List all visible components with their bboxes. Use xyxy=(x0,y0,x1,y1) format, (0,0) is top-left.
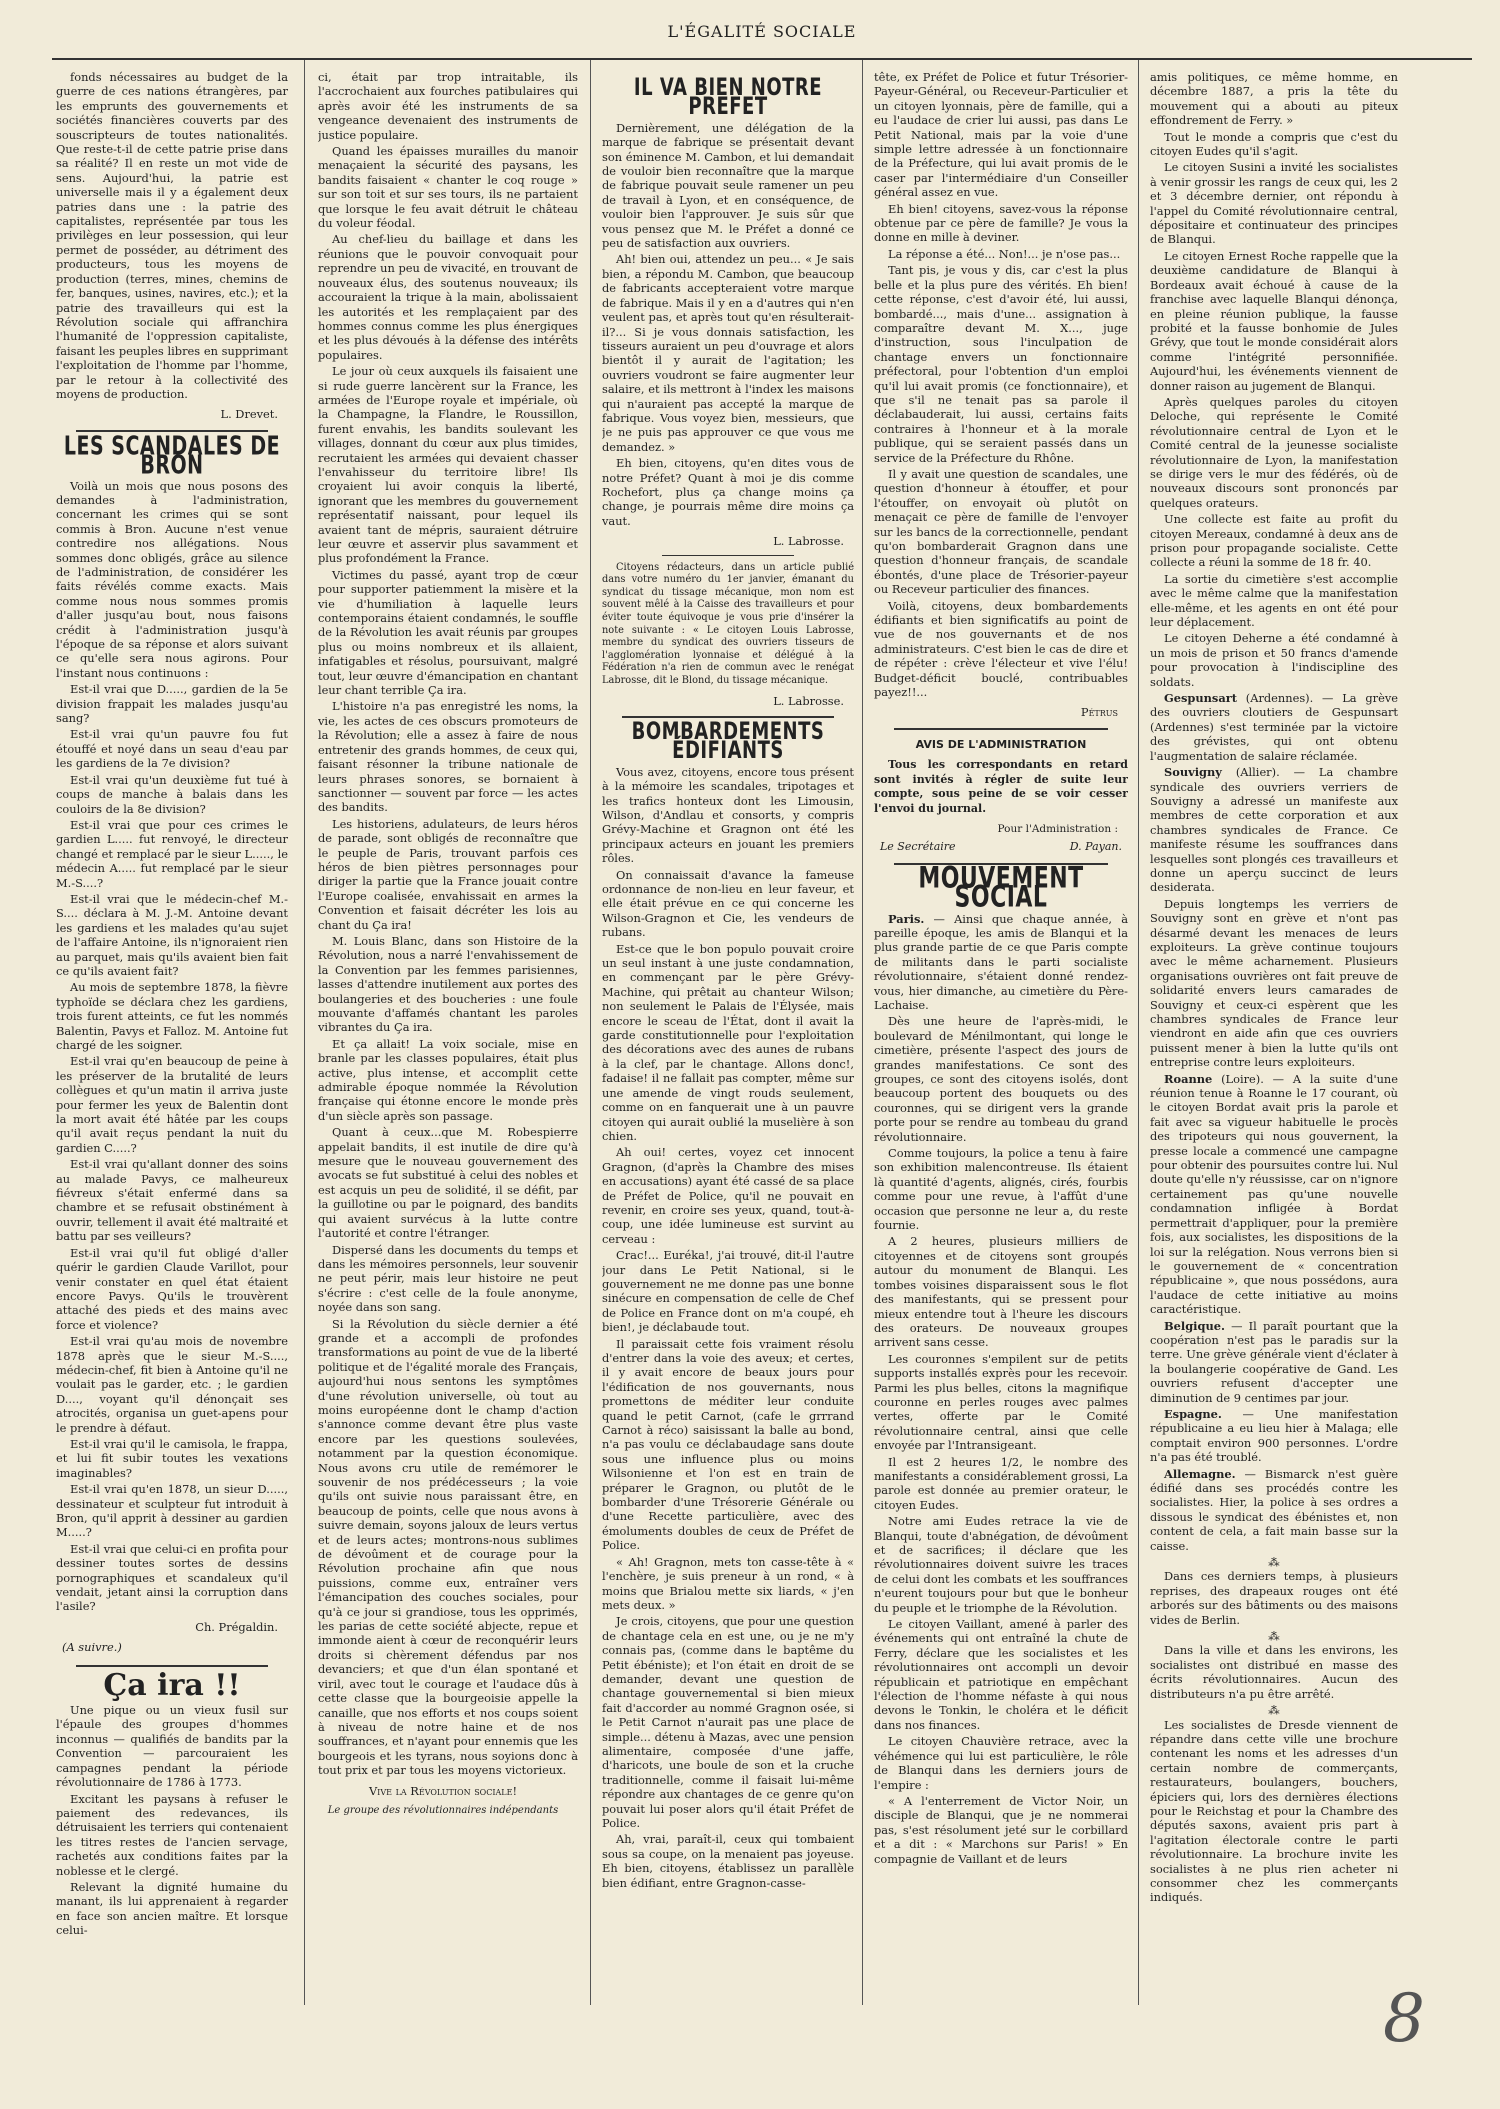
paragraph: Dès une heure de l'après-midi, le boulevard de Ménilmontant, qui longe le cimetière, présente l'aspect des jours de grandes manifestations. Ce sont des groupes, ce sont des citoyens isolés, dont beaucoup portent des bouquets ou des couronnes, qui se dirigent vers la grande porte pour se rendre au tombeau du grand révolutionnaire. xyxy=(874,1014,1128,1144)
paragraph: Le citoyen Ernest Roche rappelle que la deuxième candidature de Blanqui à Bordeaux avait échoué à cause de la franchise avec laquelle Blanqui dénonça, en pleine réunion publique, la fausse probité et la fausse bonhomie de Jules Grévy, que tout le monde considérait alors comme l'intégrité personnifiée. Aujourd'hui, les événements viennent de donner raison au jugement de Blanqui. xyxy=(1150,248,1398,393)
asterism-divider: ⁂ xyxy=(1268,1703,1280,1718)
paragraph: M. Louis Blanc, dans son Histoire de la Révolution, nous a narré l'envahissement de la Convention par les femmes parisiennes, lasses d'attendre inutilement aux portes des boulangeries et des boucheries : une foule mouvante d'affamés chantant les paroles vibrantes du Ça ira. xyxy=(318,933,578,1035)
column-3 xyxy=(602,70,854,2020)
paragraph: Quant à ceux...que M. Robespierre appelait bandits, il est inutile de dire qu'à mesure que le nouveau gouvernement des avocats se fut substitué à celui des nobles et est acquis un peu de solidité, il se défit, par la guillotine ou par le poignard, des bandits qui avaient survécus à la lutte contre l'autorité et contre l'étranger. xyxy=(318,1125,578,1241)
paragraph: Le citoyen Susini a invité les socialistes à venir grossir les rangs de ceux qui, les 2 et 3 décembre dernier, ont répondu à l'appel du Comité révolutionnaire central, dépositaire et continuateur des principes de Blanqui. xyxy=(1150,160,1398,247)
paragraph: Tout le monde a compris que c'est du citoyen Eudes qu'il s'agit. xyxy=(1150,129,1398,159)
paragraph: Est-il vrai qu'allant donner des soins au malade Pavys, ce malheureux fiévreux s'était enfermé dans sa chambre et se refusait obstinément à ouvrir, tellement il avait été maltraité et battu par ses veilleurs? xyxy=(56,1157,288,1244)
paragraph: Eh bien, citoyens, qu'en dites vous de notre Préfet? Quant à moi je dis comme Rochefort, plus ça change moins ça change, je pourrais même dire moins ça vaut. xyxy=(602,456,854,528)
paragraph: « A l'enterrement de Victor Noir, un disciple de Blanqui, que je ne nommerai pas, s'est résolument jeté sur le corbillard et a dit : « Marchons sur Paris! » En compagnie de Vaillant et de leurs xyxy=(874,1793,1128,1866)
paragraph: Le citoyen Deherne a été condamné à un mois de prison et 50 francs d'amende pour provocation à l'indiscipline des soldats. xyxy=(1150,631,1398,689)
paragraph: Est-il vrai qu'il fut obligé d'aller quérir le gardien Claude Varillot, pour venir constater en quel état étaient encore Pavys. Qu'ils le trouvèrent attaché des pieds et des mains avec force et violence? xyxy=(56,1245,288,1332)
section-divider xyxy=(662,555,794,556)
location-lead: Belgique. xyxy=(1164,1318,1225,1333)
column-divider xyxy=(590,60,591,2005)
section-divider xyxy=(76,1665,268,1667)
paragraph: Est-il vrai que le médecin-chef M.-S.... déclara à M. J.-M. Antoine devant les gardiens et les malades qu'au sujet de l'affaire Antoine, ils n'ignoraient rien au parquet, mais qu'ils avaient bien fait ce qu'ils avaient fait? xyxy=(56,891,288,978)
paragraph: L'histoire n'a pas enregistré les noms, la vie, les actes de ces obscurs promoteurs de la Révolution; elle a assez à faire de nous entretenir des grands hommes, de ceux qui, faisant résonner la tribune nationale de leurs phrases sonores, se bornaient à sanctionner — souvent par force — les actes des bandits. xyxy=(318,699,578,815)
notice-secretary: Le Secrétaire xyxy=(880,840,956,854)
signature: L. Drevet. xyxy=(220,407,278,422)
section-divider xyxy=(894,728,1108,730)
column-4 xyxy=(874,70,1128,2020)
paragraph: Est-il vrai qu'un deuxième fut tué à coups de manche à balais dans les couloirs de la 8e division? xyxy=(56,772,288,816)
paragraph: ci, était par trop intraitable, ils l'accrochaient aux fourches patibulaires qui après avoir été les instruments de sa vengeance devenaient des instruments de justice populaire. xyxy=(318,70,578,142)
paragraph-text: (Allier). — La chambre syndicale des ouvriers verriers de Souvigny a adressé un manifeste aux membres de cette corporation et aux chambres syndicales de France. Ce manifeste résume les souffrances dans lesquelles sont plongés ces travailleurs et donne un aperçu succinct de leurs desiderata. xyxy=(1150,765,1398,895)
paragraph: Depuis longtemps les verriers de Souvigny sont en grève et n'ont pas désarmé devant les menaces de leurs exploiteurs. La grève continue toujours avec le même acharnement. Plusieurs organisations ouvrières ont fait preuve de solidarité envers leurs camarades de Souvigny et ceux-ci espèrent que les chambres syndicales de France leur viendront en aide afin que ces ouvriers puissent mener à bien la lutte qu'ils ont entreprise contre leurs exploiteurs. xyxy=(1150,896,1398,1070)
paragraph-text: (Loire). — A la suite d'une réunion tenue à Roanne le 17 courant, où le citoyen Bordat avait pris la parole et fait avec sa vigueur habituelle le procès des tripoteurs qui nous gouvernent, la presse locale a commencé une campagne pour obtenir des poursuites contre lui. Nul doute qu'elle n'y réussisse, car on n'ignore certainement pas qu'une nouvelle condamnation infligée à Bordat permettrait d'appliquer, pour la première fois, aux socialistes, les dispositions de la loi sur la relégation. Nous verrons bien si le gouvernement de « concentration républicaine », que nous possédons, aura l'audace de cette initiative au moins caractéristique. xyxy=(1150,1071,1398,1317)
paragraph xyxy=(1150,1467,1398,1553)
paragraph: Dans la ville et dans les environs, les socialistes ont distribué en masse des écrits révolutionnaires. Aucun des distributeurs n'a pu être arrêté. xyxy=(1150,1643,1398,1701)
paragraph: Je crois, citoyens, que pour une question de chantage cela en est une, ou je ne m'y connais pas, (comme dans le baptême du Petit ébéniste); et l'on était en droit de se demander, devant une question de chantage gouvernemental si bien mieux fait d'accorder au nommé Gragnon osée, si le Petit Carnot n'aurait pas une place de simple... détenu à Mazas, avec une pension alimentaire, composée d'une jaffe, d'haricots, une boule de son et la cruche traditionnelle, comme il faisait lui-même répondre aux chantages de ce genre qu'on pouvait lui poser alors qu'il était Préfet de Police. xyxy=(602,1614,854,1830)
paragraph: Est-il vrai qu'en 1878, un sieur D....., dessinateur et sculpteur fut introduit à Bron, qu'il apprit à dessiner au gardien M.....? xyxy=(56,1482,288,1540)
paragraph: Victimes du passé, ayant trop de cœur pour supporter patiemment la misère et la vie d'humiliation à laquelle leurs contemporains étaient condamnés, le souffle de la Révolution les avait réunis par groupes plus ou moins nombreux et ils allaient, infatigables et résolus, poursuivant, malgré tout, leur œuvre d'émancipation en chantant leur chant terrible Ça ira. xyxy=(318,567,578,698)
article-title: LES SCANDALES DE BRON xyxy=(63,431,281,481)
paragraph-text: — Ainsi que chaque année, à pareille époque, les amis de Blanqui et la plus grande partie de ce que Paris compte de militants dans le parti socialiste révolutionnaire, s'étaient donné rendez-vous, hier dimanche, au cimetière du Père-Lachaise. xyxy=(874,911,1128,1012)
paragraph: Comme toujours, la police a tenu à faire son exhibition malencontreuse. Ils étaient là quantité d'agents, alignés, cirés, fourbis comme pour une revue, à l'affût d'une occasion que personne ne leur a, du reste fournie. xyxy=(874,1146,1128,1233)
paragraph xyxy=(874,912,1128,1013)
paragraph: Voilà un mois que nous posons des demandes à l'administration, concernant les crimes qui se sont commis à Bron. Aucune n'est venue contredire nos allégations. Nous sommes donc obligés, grâce au silence de l'administration, de considérer les faits révélés comme exacts. Mais comme nous nous sommes promis d'aller jusqu'au bout, nous faisons crédit à l'administration jusqu'à l'époque de sa réponse et alors suivant ce qu'elle sera nous agirons. Pour l'instant nous continuons : xyxy=(56,478,288,680)
article-title: Ça ira !! xyxy=(103,1667,241,1703)
column-divider xyxy=(862,60,863,2005)
page-number-stamp: 8 xyxy=(1383,1980,1425,2057)
newspaper-header: L'ÉGALITÉ SOCIALE xyxy=(667,22,857,41)
article-title: IL VA BIEN NOTRE PRÉFET xyxy=(633,73,823,122)
paragraph-text: — Une manifestation républicaine a eu lieu hier à Malaga; elle comptait environ 900 personnes. L'ordre n'a pas été troublé. xyxy=(1150,1406,1398,1465)
paragraph: La sortie du cimetière s'est accomplie avec le même calme que la manifestation elle-même, et les agents en ont été pour leur déplacement. xyxy=(1150,571,1398,630)
paragraph: Est-il vrai que pour ces crimes le gardien L..... fut renvoyé, le directeur changé et remplacé par le sieur L....., le médecin A..... fut remplacé par le sieur M.-S....? xyxy=(56,817,288,890)
paragraph: A 2 heures, plusieurs milliers de citoyennes et de citoyens sont groupés autour du monument de Blanqui. Les tombes voisines disparaissent sous le flot des manifestants, qui se pressent pour mieux entendre tout à l'heure les discours des orateurs. De nouveaux groupes arrivent sans cesse. xyxy=(874,1234,1128,1350)
column-5 xyxy=(1150,70,1398,2020)
paragraph: Ah! bien oui, attendez un peu... « Je sais bien, a répondu M. Cambon, que beaucoup de fabricants accepteraient votre marque de fabrique. Mais il y en a d'autres qui n'en veulent pas, et après tout qu'en résulterait-il?... Si je vous donnais satisfaction, les tisseurs auraient un peu d'ouvrage et alors bientôt il y aurait de l'agitation; les ouvriers voudront se faire augmenter leur salaire, et ils mettront à l'index les maisons qui n'auraient pas accepté la marque de fabrique. Vous voyez bien, messieurs, que je ne puis pas approuver ce que vous me demandez. » xyxy=(602,252,854,454)
paragraph: Ah, vrai, paraît-il, ceux qui tombaient sous sa coupe, on la menaient pas joyeuse. Eh bien, citoyens, établissez un parallèle bien édifiant, entre Gragnon-casse- xyxy=(602,1832,854,1890)
paragraph-text: — Bismarck n'est guère édifié dans ses procédés contre les socialistes. Hier, la police à ses ordres a dissous le syndicat des ébénistes et, non content de cela, a fait main basse sur la caisse. xyxy=(1150,1466,1398,1553)
paragraph xyxy=(1150,765,1398,895)
article-title: MOUVEMENT SOCIAL xyxy=(918,861,1084,915)
paragraph: Est-il vrai qu'en beaucoup de peine à les préserver de la brutalité de leurs collègues et qu'un matin il arriva juste pour fermer les yeux de Balentin dont la mort avait été hâtée par les coups qu'il avait reçus pendant la nuit du gardien C.....? xyxy=(56,1054,288,1155)
paragraph: Est-il vrai qu'un pauvre fou fut étouffé et noyé dans un seau d'eau par les gardiens de la 7e division? xyxy=(56,727,288,771)
paragraph xyxy=(1150,1319,1398,1405)
paragraph: Est-il vrai que D....., gardien de la 5e division frappait les malades jusqu'au sang? xyxy=(56,682,288,726)
paragraph: Ah oui! certes, voyez cet innocent Gragnon, (d'après la Chambre des mises en accusations) ayant été cassé de sa place de Préfet de Police, qu'il ne pouvait en revenir, en croire ses yeux, quand, tout-à-coup, une idée lumineuse est survint au cerveau : xyxy=(602,1145,854,1246)
signature: Vive la Révolution sociale! xyxy=(368,1783,518,1798)
paragraph-text: — Il paraît pourtant que la coopération n'est pas le paradis sur la terre. Une grève générale vient d'éclater à la boulangerie coopérative de Gand. Les ouvriers refusent d'accepter une diminution de 9 centimes par jour. xyxy=(1150,1318,1398,1405)
signature: Ch. Prégaldin. xyxy=(195,1619,278,1634)
paragraph: Quand les épaisses murailles du manoir menaçaient la sécurité des paysans, les bandits faisaient « chanter le coq rouge » sur son toit et sur ses tours, ils ne partaient que lorsque le feu avait détruit le château du voleur féodal. xyxy=(318,144,578,231)
column-2 xyxy=(318,70,578,2020)
paragraph: Il paraissait cette fois vraiment résolu d'entrer dans la voie des aveux; et certes, il y avait encore de beaux jours pour l'édification de nos gouvernants, nous promettons de méditer leur conduite quand le petit Carnot, (cafe le grrrand Carnot à réco) saisissant la balle au bond, n'a pas voulu ce déclabaudage sans doute sous une influence plus ou moins Wilsonienne et l'on est en train de préparer le Gragnon, ou plutôt de le bombarder d'une Trésorerie Générale ou d'une Recette particulière, avec des émoluments doubles de ceux de Préfet de Police. xyxy=(602,1336,854,1553)
paragraph xyxy=(1150,691,1398,763)
paragraph: amis politiques, ce même homme, en décembre 1887, a pris la tête du mouvement qui a abouti au piteux effondrement de Ferry. » xyxy=(1150,70,1398,128)
paragraph: Le citoyen Vaillant, amené à parler des événements qui ont entraîné la chute de Ferry, déclare que les socialistes et les révolutionnaires ont accompli un devoir républicain et patriotique en empêchant l'élection de l'homme néfaste à qui nous devons le Tonkin, le choléra et le déficit dans nos finances. xyxy=(874,1617,1128,1732)
paragraph: Est-il vrai qu'il le camisola, le frappa, et lui fit subir toutes les vexations imaginables? xyxy=(56,1436,288,1480)
paragraph: Relevant la dignité humaine du manant, ils lui apprenaient à regarder en face son ancien maître. Et lorsque celui- xyxy=(56,1879,288,1938)
paragraph: Le citoyen Chauvière retrace, avec la véhémence qui lui est particulière, le rôle de Blanqui dans les derniers jours de l'empire : xyxy=(874,1734,1128,1792)
paragraph: Est-ce que le bon populo pouvait croire un seul instant à une juste condamnation, en commençant par le père Grévy-Machine, qui prêtait au chanteur Wilson; non seulement le Palais de l'Élysée, mais encore le sceau de l'État, dont il avait la garde constitutionnelle pour l'exploitation des décorations avec des aunes de rubans à la clef, par le chantage. Allons donc!, fadaise! il ne fallait pas compter, même sur une amende de vingt rouds seulement, comme on en fanquerait une à un pauvre citoyen qui aurait oublié la muselière à son chien. xyxy=(602,941,854,1143)
header-rule xyxy=(52,58,1472,60)
notice-title: AVIS DE L'ADMINISTRATION xyxy=(915,737,1087,751)
paragraph: « Ah! Gragnon, mets ton casse-tête à « l'enchère, je suis preneur à un rond, « à moins que Brialou mette six liards, « j'en mets deux. » xyxy=(602,1554,854,1612)
paragraph: tête, ex Préfet de Police et futur Trésorier-Payeur-Général, ou Receveur-Particulier et un citoyen lyonnais, père de famille, qui a eu l'audace de crier lui aussi, pas dans Le Petit National, mais par la voie d'une simple lettre adressée à un fonctionnaire de la Préfecture, qui lui avait promis de le caser par l'intermédiaire d'un Conseiller général assez en vue. xyxy=(874,70,1128,200)
paragraph: Dans ces derniers temps, à plusieurs reprises, des drapeaux rouges ont été arborés sur des bâtiments ou des maisons vides de Berlin. xyxy=(1150,1569,1398,1627)
signature: L. Labrosse. xyxy=(773,693,844,708)
paragraph: Si la Révolution du siècle dernier a été grande et a accompli de profondes transformations au point de vue de la liberté politique et de l'égalité morale des Français, aujourd'hui nous sentons les symptômes d'une révolution universelle, où tout au moins européenne dont le champ d'action s'annonce comme devant être plus vaste encore par les questions soulevées, notamment par la question économique. Nous avons cru utile de remémorer le souvenir de nos prédécesseurs ; la voie qu'ils ont suivie nous paraissant être, en beaucoup de points, celle que nous avons à suivre demain, soyons jaloux de leurs vertus et de leurs actes; montrons-nous sublimes de dévoûment et de courage pour la Révolution prochaine afin que nous puissions, comme eux, entraîner vers l'émancipation des couches sociales, pour qu'à ce jour si grandiose, tous les opprimés, les parias de cette société abjecte, repue et immonde aient à cœur de reconquérir leurs droits si chèrement défendus par nos devanciers; et que d'un élan spontané et viril, avec tout le courage et l'audace dûs à cette classe que la bourgeoisie appelle la canaille, que nos efforts et nos coups soient à niveau de notre haine et de nos souffrances, et n'ayant pour ennemis que les bourgeois et les tyrans, nous soyions donc à tout prix et par tous les moyens victorieux. xyxy=(318,1316,578,1778)
paragraph: Dernièrement, une délégation de la marque de fabrique se présentait devant son éminence M. Cambon, et lui demandait de vouloir bien reconnaître que la marque de fabrique pouvait seule ramener un peu de travail à Lyon, et en conséquence, de vouloir bien l'approuver. Je suis sûr que vous pensez que M. le Préfet a donné ce peu de satisfaction aux ouvriers. xyxy=(602,120,854,251)
paragraph: Eh bien! citoyens, savez-vous la réponse obtenue par ce père de famille? Je vous la donne en mille à deviner. xyxy=(874,201,1128,245)
paragraph: Une pique ou un vieux fusil sur l'épaule des groupes d'hommes inconnus — qualifiés de bandits par la Convention — parcouraient les campagnes pendant la période révolutionnaire de 1786 à 1773. xyxy=(56,1703,288,1790)
correction-note: Citoyens rédacteurs, dans un article publié dans votre numéro du 1er janvier, émanant du syndicat du tissage mécanique, mon nom est souvent mêlé à la Caisse des travailleurs et pour éviter toute équivoque je vous prie d'insérer la note suivante : « Le citoyen Louis Labrosse, membre du syndicat des ouvriers tisseurs de l'agglomération lyonnaise et délégué à la Fédération n'a rien de commun avec le renégat Labrosse, dit le Blond, du tissage mécanique. xyxy=(602,561,854,686)
paragraph xyxy=(1150,1407,1398,1465)
article-title: BOMBARDEMENTS ÉDIFIANTS xyxy=(631,717,825,766)
paragraph: Les socialistes de Dresde viennent de répandre dans cette ville une brochure contenant les noms et les adresses d'un certain nombre de commerçants, restaurateurs, boulangers, bouchers, épiciers qui, lors des dernières élections pour le Reichstag et pour la Chambre des députés saxons, avaient pris part à l'agitation électorale contre le parti révolutionnaire. La brochure invite les socialistes à ne plus rien acheter ni consommer chez les commerçants indiqués. xyxy=(1150,1717,1398,1905)
paragraph: Notre ami Eudes retrace la vie de Blanqui, toute d'abnégation, de dévoûment et de sacrifices; il déclare que les révolutionnaires doivent suivre les traces de celui dont les combats et les souffrances n'eurent toujours pour but que le bonheur du peuple et le triomphe de la Révolution. xyxy=(874,1514,1128,1615)
paragraph: Après quelques paroles du citoyen Deloche, qui représente le Comité révolutionnaire central de Lyon et le Comité central de la jeunesse socialiste révolutionnaire de Lyon, la manifestation se dirige vers le mur des fédérés, où de nouveaux discours sont prononcés par quelques orateurs. xyxy=(1150,394,1398,510)
location-lead: Allemagne. xyxy=(1164,1466,1236,1481)
paragraph: Excitant les paysans à refuser le paiement des redevances, ils détruisaient les terriers qui contenaient les titres restes de l'ancien servage, rachetés aux conditions faites par la noblesse et le clergé. xyxy=(56,1791,288,1878)
signature: Le groupe des révolutionnaires indépendants xyxy=(327,1804,559,1816)
paragraph: Est-il vrai que celui-ci en profita pour dessiner toutes sortes de dessins pornographiques et scandaleux qu'il vendait, jetant ainsi la corruption dans l'asile? xyxy=(56,1541,288,1614)
notice-for: Pour l'Administration : xyxy=(997,822,1118,835)
to-be-continued: (A suivre.) xyxy=(62,1640,122,1655)
paragraph: Tant pis, je vous y dis, car c'est la plus belle et la plus pure des vérités. Eh bien! cette réponse, c'est d'avoir été, lui aussi, bombardé..., mais d'une... assignation à comparaître devant M. X..., juge d'instruction, sous l'inculpation de chantage envers un fonctionnaire préfectoral, pour l'obtention d'un emploi qu'il lui avait promis (ce fonctionnaire), et que s'il ne tenait pas sa parole il déclabauderait, lui aussi, certains faits contraires à l'honneur et à la morale publique, qui se seraient passés dans un service de la Préfecture du Rhône. xyxy=(874,263,1128,465)
paragraph: Il est 2 heures 1/2, le nombre des manifestants a considérablement grossi, La parole est donnée au premier orateur, le citoyen Eudes. xyxy=(874,1454,1128,1512)
paragraph: Les couronnes s'empilent sur de petits supports installés exprès pour les recevoir. Parmi les plus belles, citons la magnifique couronne en perles rouges avec palmes vertes, offerte par le Comité révolutionnaire central, ainsi que celle envoyée par l'Intransigeant. xyxy=(874,1351,1128,1453)
notice-signature xyxy=(880,840,1122,854)
paragraph-text: (Ardennes). — La grève des ouvriers cloutiers de Gespunsart (Ardennes) s'est terminée par la victoire des grévistes, qui ont obtenu l'augmentation de salaire réclamée. xyxy=(1150,691,1398,763)
notice-text: Tous les correspondants en retard sont invités à régler de suite leur compte, sous peine de se voir cesser l'envoi du journal. xyxy=(874,758,1128,815)
paragraph: Et ça allait! La voix sociale, mise en branle par les classes populaires, était plus active, plus intense, et accomplit cette admirable époque nommée la Révolution française qui étonne encore le monde près d'un siècle après son passage. xyxy=(318,1036,578,1123)
asterism-divider: ⁂ xyxy=(1268,1555,1280,1570)
paragraph xyxy=(1150,1072,1398,1317)
paragraph: Vous avez, citoyens, encore tous présent à la mémoire les scandales, tripotages et les trafics honteux dont les Limousin, Wilson, d'Andlau et consorts, y compris Grévy-Machine et Gragnon ont été les principaux acteurs en jouant les premiers rôles. xyxy=(602,764,854,866)
location-lead: Paris. xyxy=(888,911,925,926)
paragraph: fonds nécessaires au budget de la guerre de ces nations étrangères, par les emprunts des gouvernements et sociétés financières couverts par des souscripteurs de toutes nationalités. Que reste-t-il de cette patrie prise dans sa réalité? Il en reste un mot vide de sens. Aujourd'hui, la patrie est universelle mais il y a également deux patries dans une : la patrie des capitalistes, représentée par tous les privilèges en leur possession, qui leur permet de posséder, au détriment des producteurs, tous les moyens de production (terres, mines, chemins de fer, banques, usines, navires, etc.); et la patrie des travailleurs qui est la Révolution sociale qui affranchira l'humanité de l'oppression capitaliste, faisant les peuples libres en supprimant l'exploitation de l'homme par l'homme, par le retour à la collectivité des moyens de production. xyxy=(56,70,288,401)
asterism-divider: ⁂ xyxy=(1268,1629,1280,1644)
signature: Pétrus xyxy=(1080,705,1118,720)
signature: L. Labrosse. xyxy=(773,534,844,549)
paragraph: Les historiens, adulateurs, de leurs héros de parade, sont obligés de reconnaître que le peuple de Paris, trouvant parfois ces héros de bien piètres personnages pour diriger la partie que la France jouait contre l'Europe coalisée, envahissait en armes la Convention et faisait décréter les lois au chant du Ça ira! xyxy=(318,816,578,932)
column-1 xyxy=(56,70,288,2020)
paragraph: Le jour où ceux auxquels ils faisaient une si rude guerre lancèrent sur la France, les armées de l'Europe royale et impériale, où la Champagne, la Flandre, le Roussillon, furent envahis, les bandits soulevant les villages, donnant du cœur aux plus timides, recrutaient les armées qui devaient chasser l'envahisseur du territoire libre! Ils croyaient lui avoir conquis la liberté, ignorant que les membres du gouvernement représentatif naissant, pour lequel ils avaient tant de mépris, sauraient détruire leur œuvre et asservir plus savamment et plus profondément la France. xyxy=(318,364,578,566)
paragraph: On connaissait d'avance la fameuse ordonnance de non-lieu en leur faveur, et elle était prévue en ce qui concerne les Wilson-Gragnon et Cie, les vendeurs de rubans. xyxy=(602,867,854,940)
location-lead: Gespunsart xyxy=(1164,691,1237,706)
paragraph: Voilà, citoyens, deux bombardements édifiants et bien significatifs au point de vue de nos gouvernants et de nos administrateurs. C'est bien le cas de dire et de répéter : crève l'électeur et vive l'élu! Budget-déficit bouclé, contribuables payez!!... xyxy=(874,598,1128,700)
paragraph: Dispersé dans les documents du temps et dans les mémoires personnels, leur souvenir ne peut périr, mais leur histoire ne peut s'écrire : c'est celle de la foule anonyme, noyée dans son sang. xyxy=(318,1242,578,1315)
column-divider xyxy=(304,60,305,2005)
location-lead: Espagne. xyxy=(1164,1406,1222,1421)
paragraph: Au mois de septembre 1878, la fièvre typhoïde se déclara chez les gardiens, trois furent atteints, ce fut les nommés Balentin, Pavys et Falloz. M. Antoine fut chargé de les soigner. xyxy=(56,980,288,1052)
paragraph: Est-il vrai qu'au mois de novembre 1878 après que le sieur M.-S...., médecin-chef, fit bien à Antoine qu'il ne voulait pas le garder, etc. ; le gardien D...., voyant qu'il dénonçait ses atrocités, organisa un guet-apens pour le prendre à défaut. xyxy=(56,1334,288,1435)
paragraph: Une collecte est faite au profit du citoyen Mereaux, condamné à deux ans de prison pour propagande socialiste. Cette collecte a réuni la somme de 18 fr. 40. xyxy=(1150,512,1398,570)
paragraph: La réponse a été... Non!... je n'ose pas... xyxy=(888,246,1121,261)
column-divider xyxy=(1138,60,1139,2005)
location-lead: Roanne xyxy=(1164,1071,1213,1086)
paragraph: Au chef-lieu du baillage et dans les réunions que le pouvoir convoquait pour reprendre un peu de vivacité, en trouvant de nouveaux élus, des soutenus nouveaux; ils accouraient la trique à la main, abolissaient les autorités et les remplaçaient par des hommes connus comme les plus énergiques et les plus dévoués à la défense des intérêts populaires. xyxy=(318,232,578,362)
location-lead: Souvigny xyxy=(1164,765,1222,780)
paragraph: Crac!... Euréka!, j'ai trouvé, dit-il l'autre jour dans Le Petit National, si le gouvernement ne me donne pas une bonne sinécure en compensation de celle de Chef de Police en France dont on m'a coupé, eh bien!, je déclabaude tout. xyxy=(602,1248,854,1335)
paragraph: Il y avait une question de scandales, une question d'honneur à étouffer, et pour l'étouffer, on envoyait où plutôt on menaçait ce père de famille de l'envoyer sur les bancs de la correctionnelle, pendant qu'on bombarderait Gragnon dans une question d'honneur français, de scandale ébontés, d'une place de Trésorier-payeur ou Receveur particulier des finances. xyxy=(874,466,1128,597)
notice-name: D. Payan. xyxy=(1069,840,1122,854)
